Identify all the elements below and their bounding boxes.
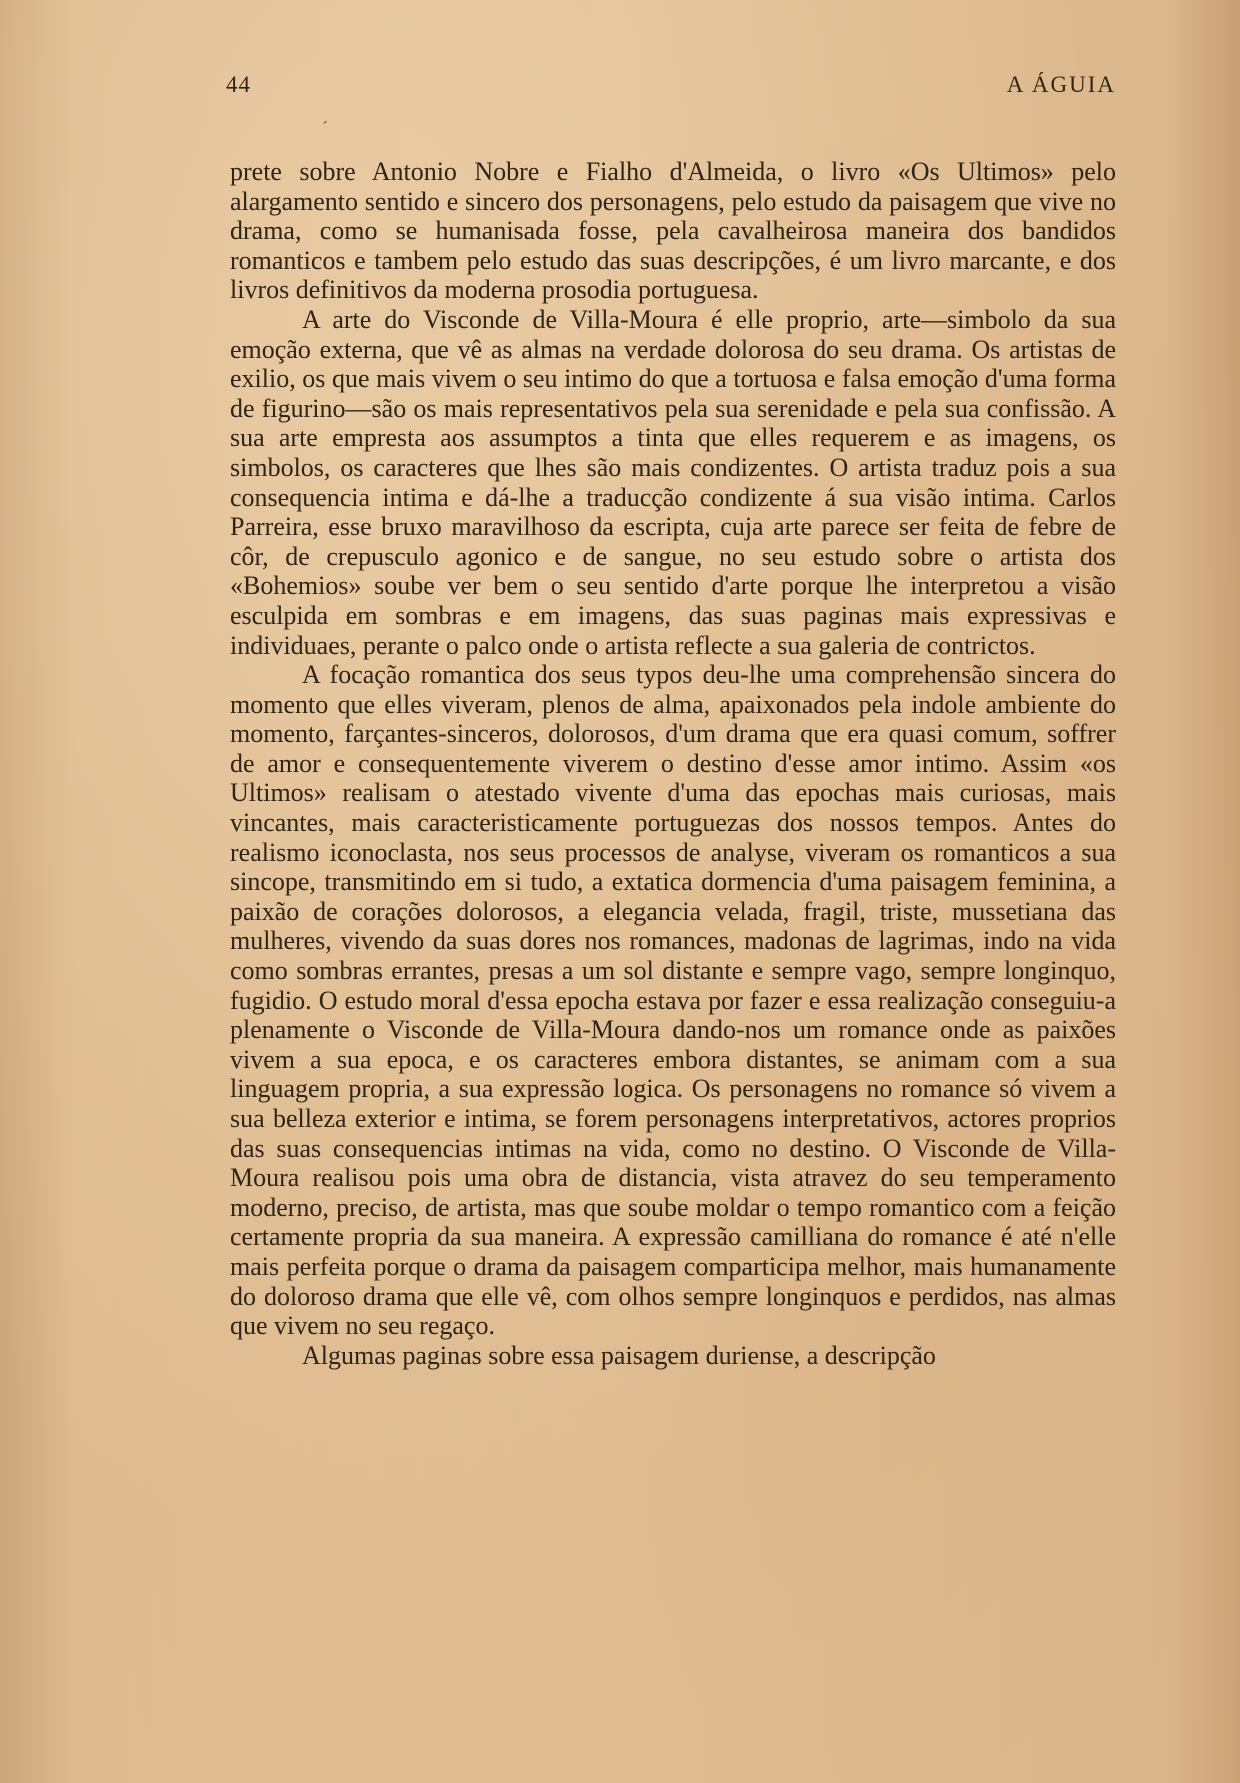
paragraph-4: Algumas paginas sobre essa paisagem duriense, a descripção [302,1340,936,1370]
print-speck: ˊ [322,118,328,138]
body-text [230,157,1116,1370]
paragraph-3: A focação romantica dos seus typos deu-lhe uma comprehensão sincera do momento que elles viveram, plenos de alma, apaixonados pela indole ambiente do momento, farçantes-sinceros, dolorosos, d'um drama que era quasi comum, soffrer de amor e consequentemente viverem o destino d'esse amor intimo. Assim «os Ultimos» realisam o atestado vivente d'uma das epochas mais curiosas, mais vincantes, mais caracteristicamente portuguezas dos nossos tempos. Antes do realismo iconoclasta, nos seus processos de analyse, viveram os romanticos a sua sincope, transmitindo em si tudo, a extatica dormencia d'uma paisagem feminina, a paixão de corações dolorosos, a elegancia velada, fragil, triste, mussetiana das mulheres, vivendo da suas dores nos romances, madonas de lagrimas, indo na vida como sombras errantes, presas a um sol distante e sempre vago, sempre longinquo, fugidio. O estudo moral d'essa epocha estava por fazer e essa realização conseguiu-a plenamente o Visconde de Villa-Moura dando-nos um romance onde as paixões vivem a sua epoca, e os caracteres embora distantes, se animam com a sua linguagem propria, a sua expressão logica. Os personagens no romance só vivem a sua belleza exterior e intima, se forem personagens interpretativos, actores proprios das suas consequencias intimas na vida, como no destino. O Visconde de Villa-Moura realisou pois uma obra de distancia, vista atravez do seu temperamento moderno, preciso, de artista, mas que soube moldar o tempo romantico com a feição certamente propria da sua maneira. A expressão camilliana do romance é até n'elle mais perfeita porque o drama da paisagem comparticipa melhor, mais humanamente do doloroso drama que elle vê, com olhos sempre longinquos e perdidos, nas almas que vivem no seu regaço. [230,660,1116,1341]
running-title: A ÁGUIA [1006,72,1116,97]
paragraph-1: prete sobre Antonio Nobre e Fialho d'Almeida, o livro «Os Ultimos» pelo alargamento sentido e sincero dos personagens, pelo estudo da paisagem que vive no drama, como se humanisada fosse, pela cavalheirosa maneira dos bandidos romanticos e tambem pelo estudo das suas descripções, é um livro marcante, e dos livros definitivos da moderna prosodia portuguesa. [230,157,1116,305]
paragraph-2: A arte do Visconde de Villa-Moura é elle proprio, arte—simbolo da sua emoção externa, que vê as almas na verdade dolorosa do seu drama. Os artistas de exilio, os que mais vivem o seu intimo do que a tortuosa e falsa emoção d'uma forma de figurino—são os mais representativos pela sua serenidade e pela sua confissão. A sua arte empresta aos assumptos a tinta que elles requerem e as imagens, os simbolos, os caracteres que lhes são mais condizentes. O artista traduz pois a sua consequencia intima e dá-lhe a traducção condizente á sua visão intima. Carlos Parreira, esse bruxo maravilhoso da escripta, cuja arte parece ser feita de febre de côr, de crepusculo agonico e de sangue, no seu estudo sobre o artista dos «Bohemios» soube ver bem o seu sentido d'arte porque lhe interpretou a visão esculpida em sombras e em imagens, das suas paginas mais expressivas e individuaes, perante o palco onde o artista reflecte a sua galeria de contrictos. [230,304,1116,660]
page-header [226,72,1116,102]
page-number: 44 [226,72,251,97]
